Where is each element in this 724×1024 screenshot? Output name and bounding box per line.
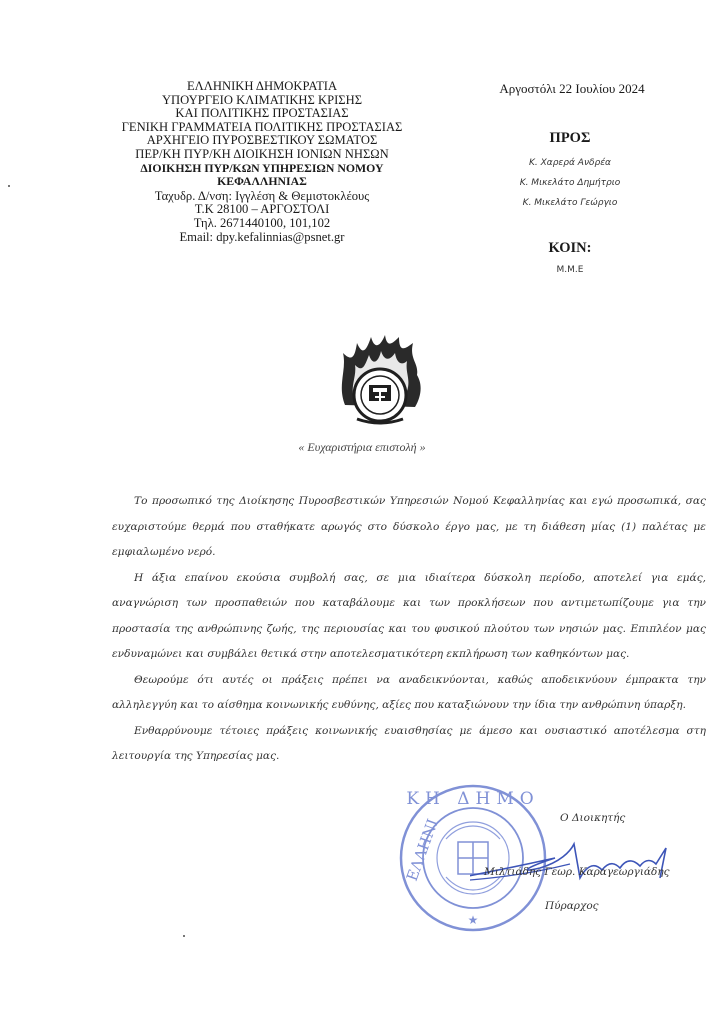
recipient-name: Κ. Μικελάτο Δημήτριο	[519, 178, 621, 188]
paragraph-text: Η άξια επαίνου εκούσια συμβολή σας, σε μια ιδιαίτερα δύσκολη περίοδο, αποτελεί για εμάς, αναγνώριση των προσπαθειών που καταβάλουμε και των προκλήσεων που αντιμετωπίζουμε για την προστασία της ανθρώπινης ζωής, της περιουσίας και του φυσικού πλούτου των νησιών μας. Επιπλέον μας ενδυναμώνει και συμβάλει θετικά στην αποτελεσματικότερη εκπλήρωση των καθηκόντων μας.	[112, 571, 706, 660]
sender-department: ΚΕΦΑΛΛΗΝΙΑΣ	[217, 174, 307, 189]
signatory-rank: Πύραρχος	[545, 900, 599, 912]
signatory-name: Μιλτιάδης Γεωρ. Καραγεωργιάδης	[484, 866, 670, 878]
letter-body	[112, 489, 706, 770]
recipients-block	[480, 130, 660, 216]
sender-phone: Τηλ. 2671440100, 101,102	[193, 215, 331, 230]
scan-speck	[183, 935, 185, 937]
svg-text:ΚΗ ΔΗΜΟ: ΚΗ ΔΗΜΟ	[406, 789, 540, 809]
cc-name: Μ.Μ.Ε	[556, 265, 584, 275]
svg-text:ΕΛΛΗΝΙ: ΕΛΛΗΝΙ	[402, 816, 442, 884]
sender-department: ΔΙΟΙΚΗΣΗ ΠΥΡ/ΚΩΝ ΥΠΗΡΕΣΙΩΝ ΝΟΜΟΥ	[140, 160, 384, 175]
body-paragraph	[112, 566, 706, 668]
body-paragraph	[112, 489, 706, 566]
sender-postal: Τ.Κ 28100 – ΑΡΓΟΣΤΟΛΙ	[194, 202, 330, 217]
sender-line: ΚΑΙ ΠΟΛΙΤΙΚΗΣ ΠΡΟΣΤΑΣΙΑΣ	[175, 106, 349, 121]
sender-email: Email: dpy.kefalinnias@psnet.gr	[179, 229, 345, 244]
sender-line: ΑΡΧΗΓΕΙΟ ΠΥΡΟΣΒΕΣΤΙΚΟΥ ΣΩΜΑΤΟΣ	[146, 133, 378, 148]
body-paragraph	[112, 719, 706, 770]
paragraph-text: Ενθαρρύνουμε τέτοιες πράξεις κοινωνικής ευαισθησίας με άμεσο και ουσιαστικό αποτέλεσμα στη λειτουργία της Υπηρεσίας μας.	[112, 724, 706, 762]
sender-block	[92, 80, 432, 244]
sender-line: ΕΛΛΗΝΙΚΗ ΔΗΜΟΚΡΑΤΙΑ	[186, 79, 338, 93]
handwritten-signature-icon	[470, 838, 685, 888]
fire-service-emblem-icon	[335, 335, 425, 430]
sender-line: ΥΠΟΥΡΓΕΙΟ ΚΛΙΜΑΤΙΚΗΣ ΚΡΙΣΗΣ	[161, 92, 363, 107]
recipient-name: Κ. Μικελάτο Γεώργιο	[522, 198, 618, 208]
signatory-title: Ο Διοικητής	[560, 812, 626, 824]
recipients-title: ΠΡΟΣ	[549, 130, 591, 146]
sender-line: ΠΕΡ/ΚΗ ΠΥΡ/ΚΗ ΔΙΟΙΚΗΣΗ ΙΟΝΙΩΝ ΝΗΣΩΝ	[135, 146, 389, 161]
scan-speck	[8, 185, 10, 187]
paragraph-text: Το προσωπικό της Διοίκησης Πυροσβεστικών Υπηρεσιών Νομού Κεφαλληνίας και εγώ προσωπικά, σας ευχαριστούμε θερμά που σταθήκατε αρωγός στο δύσκολο έργο μας, με τη διάθεση μίας (1) παλέτας με εμφιαλωμένο νερό.	[112, 495, 706, 558]
cc-title: ΚΟΙΝ:	[548, 240, 592, 256]
svg-text:★: ★	[467, 913, 479, 927]
recipient-name: Κ. Χαρερά Ανδρέα	[528, 158, 611, 168]
salutation: « Ευχαριστήρια επιστολή »	[298, 440, 426, 454]
cc-block	[480, 240, 660, 275]
sender-address: Ταχυδρ. Δ/νση: Ιγγλέση & Θεμιστοκλέους	[154, 188, 370, 203]
body-paragraph	[112, 668, 706, 719]
paragraph-text: Θεωρούμε ότι αυτές οι πράξεις πρέπει να αναδεικνύονται, καθώς αποδεικνύουν έμπρακτα την αλληλεγγύη και το αίσθημα κοινωνικής ευθύνης, αξίες που καταξιώνουν την ίδια την ανθρώπινη ύπαρξη.	[112, 673, 706, 711]
letter-date: Αργοστόλι 22 Ιουλίου 2024	[499, 81, 645, 96]
sender-line: ΓΕΝΙΚΗ ΓΡΑΜΜΑΤΕΙΑ ΠΟΛΙΤΙΚΗΣ ΠΡΟΣΤΑΣΙΑΣ	[121, 119, 403, 134]
